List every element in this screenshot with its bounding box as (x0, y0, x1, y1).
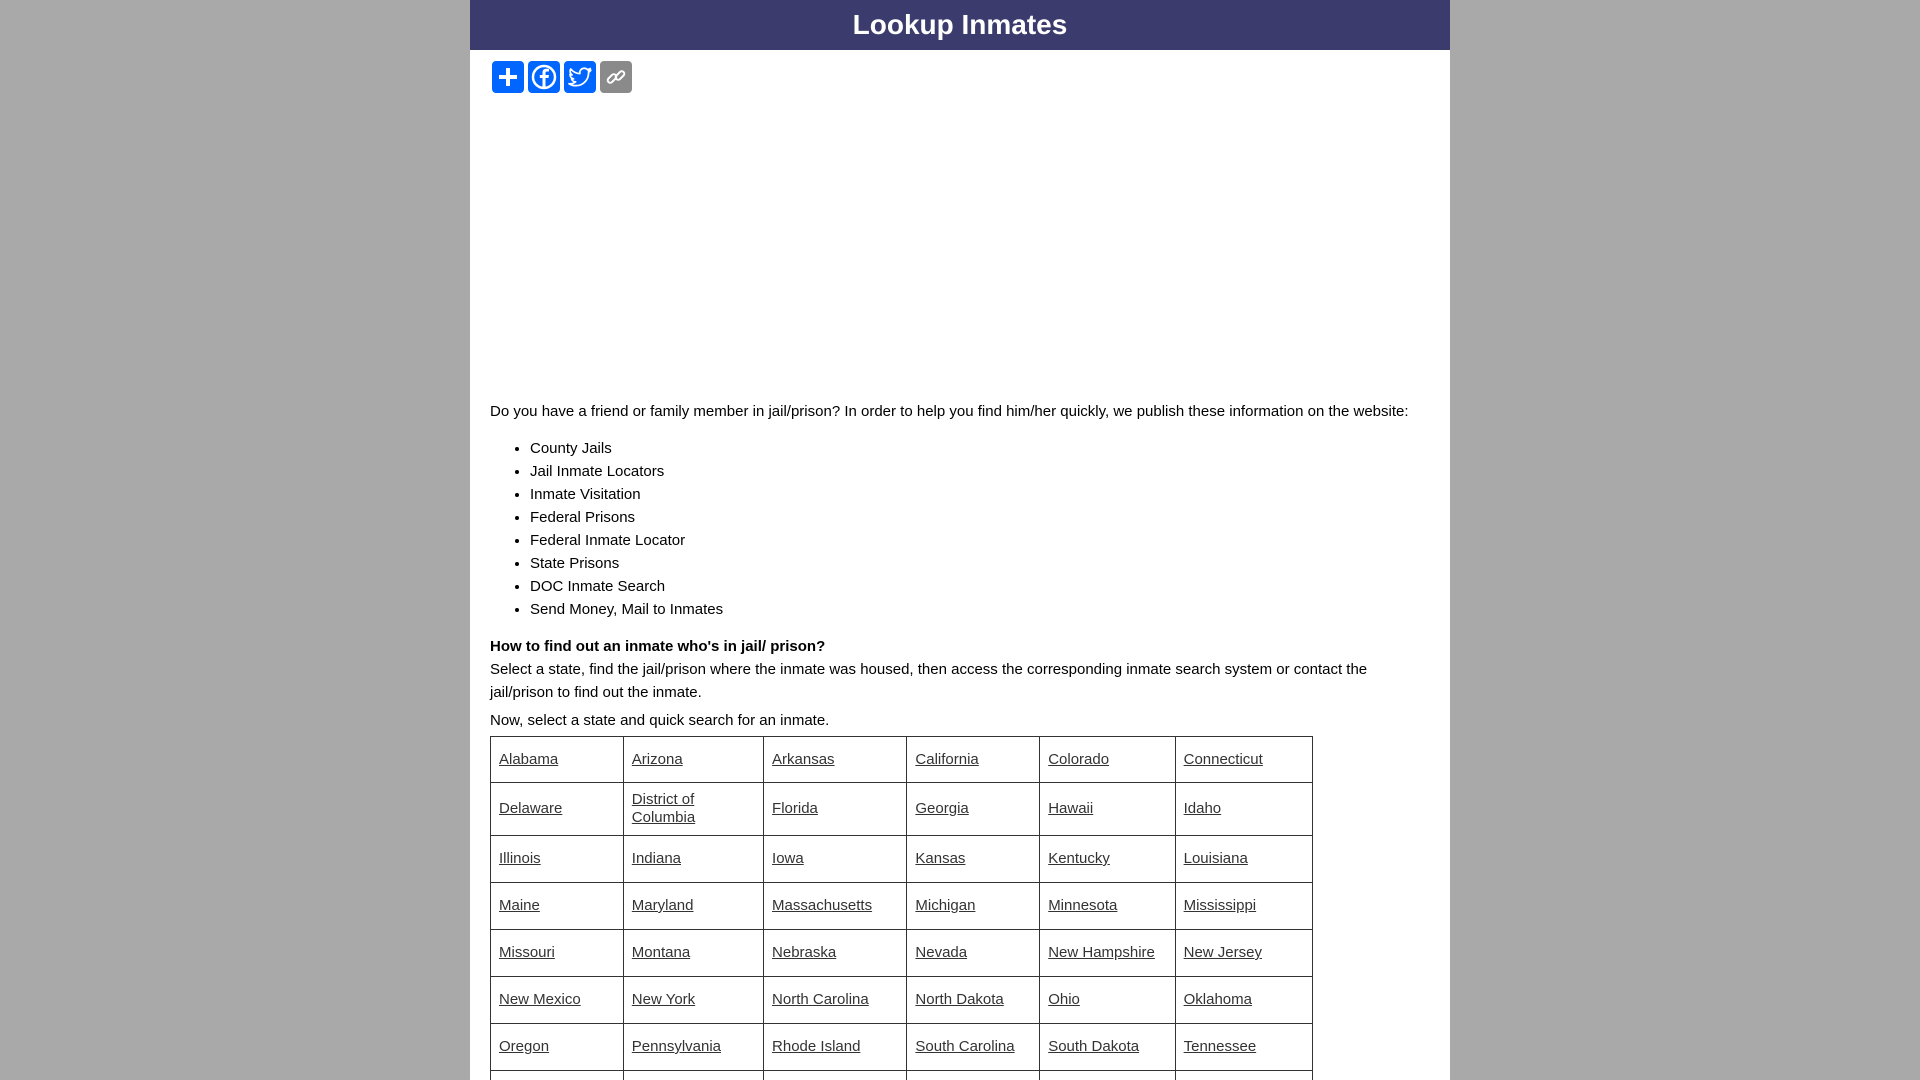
table-cell (1040, 1024, 1175, 1071)
table-cell (623, 930, 763, 977)
table-cell (623, 836, 763, 883)
list-item: • Inmate Visitation (530, 483, 1430, 506)
state-link[interactable]: North Carolina (772, 991, 869, 1008)
table-cell (1040, 737, 1175, 783)
table-row (491, 977, 1313, 1024)
list-item: • Jail Inmate Locators (530, 460, 1430, 483)
state-link[interactable]: Nebraska (772, 944, 837, 961)
page-container (470, 0, 1450, 1080)
table-row (491, 1024, 1313, 1071)
state-link[interactable]: Arkansas (772, 750, 835, 768)
state-link[interactable]: Michigan (915, 897, 976, 914)
table-cell (764, 836, 907, 883)
table-cell (907, 783, 1040, 836)
state-link[interactable]: Nevada (915, 944, 968, 961)
list-item: • Federal Inmate Locator (530, 529, 1430, 552)
table-cell (491, 883, 624, 930)
table-cell (764, 977, 907, 1024)
table-cell (1175, 883, 1312, 930)
page-title: Lookup Inmates (852, 9, 1068, 40)
select-state-text: Now, select a state and quick search for an inmate. (490, 712, 830, 729)
table-cell (907, 836, 1040, 883)
table-cell (623, 1024, 763, 1071)
share-bar (492, 61, 632, 93)
howto-text: Select a state, find the jail/prison where the inmate was housed, then access the corresponding inmate search system or contact the jail/prison to find out the inmate. (490, 661, 1368, 701)
state-link[interactable]: Minnesota (1048, 897, 1118, 914)
state-link[interactable]: Montana (631, 944, 691, 961)
state-link[interactable]: Maryland (631, 897, 694, 914)
state-link[interactable]: Missouri (499, 944, 555, 961)
intro-text: Do you have a friend or family member in jail/prison? In order to help you find him/her quickly, we publish these information on the website: (490, 403, 1409, 420)
table-cell (764, 783, 907, 836)
table-cell (907, 977, 1040, 1024)
state-link[interactable]: Kansas (915, 850, 966, 867)
twitter-share-button[interactable] (564, 61, 596, 93)
state-link[interactable]: Illinois (499, 850, 541, 867)
main-content (490, 400, 1430, 1080)
state-link[interactable]: Connecticut (1183, 750, 1263, 768)
table-cell (764, 1071, 907, 1080)
list-item: • DOC Inmate Search (530, 575, 1430, 598)
state-link[interactable]: Iowa (772, 850, 804, 867)
table-cell (1175, 930, 1312, 977)
state-link[interactable]: Kentucky (1048, 850, 1110, 867)
howto-heading: How to find out an inmate who's in jail/ prison? (490, 638, 826, 655)
table-cell (764, 737, 907, 783)
state-link[interactable]: Tennessee (1183, 1038, 1257, 1055)
table-cell (491, 783, 624, 836)
table-cell (1040, 1071, 1175, 1080)
services-list (490, 437, 1430, 621)
list-item: • Send Money, Mail to Inmates (530, 598, 1430, 621)
table-cell (907, 737, 1040, 783)
state-link[interactable]: Georgia (915, 800, 969, 817)
state-link[interactable]: New York (631, 991, 696, 1008)
state-link[interactable]: South Carolina (915, 1038, 1015, 1055)
table-cell (1175, 783, 1312, 836)
table-cell (1040, 783, 1175, 836)
table-cell (491, 1024, 624, 1071)
state-link[interactable]: Oklahoma (1183, 991, 1252, 1008)
table-row (491, 737, 1313, 783)
state-link[interactable]: New Mexico (499, 991, 581, 1008)
table-row (491, 783, 1313, 836)
state-link[interactable]: Arizona (631, 750, 683, 768)
state-link[interactable]: Ohio (1048, 991, 1080, 1008)
state-link[interactable]: Alabama (499, 750, 559, 768)
table-cell (491, 930, 624, 977)
state-link[interactable]: Florida (772, 800, 818, 817)
state-link[interactable]: North Dakota (915, 991, 1004, 1008)
state-link[interactable]: District of Columbia (631, 791, 696, 826)
state-link[interactable]: Colorado (1048, 750, 1110, 768)
state-link[interactable]: Massachusetts (772, 897, 873, 914)
states-table (490, 736, 1313, 1080)
state-link[interactable]: Indiana (631, 850, 682, 867)
table-row (491, 883, 1313, 930)
state-link[interactable]: South Dakota (1048, 1038, 1140, 1055)
table-cell (623, 883, 763, 930)
share-add-button[interactable] (492, 61, 524, 93)
facebook-share-button[interactable] (528, 61, 560, 93)
table-cell (491, 1071, 624, 1080)
state-link[interactable]: New Jersey (1183, 944, 1262, 961)
table-cell (907, 1071, 1040, 1080)
list-item: • State Prisons (530, 552, 1430, 575)
table-cell (764, 883, 907, 930)
copy-link-icon (604, 65, 628, 89)
state-link[interactable]: Mississippi (1183, 897, 1257, 914)
table-row (491, 836, 1313, 883)
table-cell (1175, 1071, 1312, 1080)
list-item: • County Jails (530, 437, 1430, 460)
table-row (491, 930, 1313, 977)
list-item: • Federal Prisons (530, 506, 1430, 529)
state-link[interactable]: Oregon (499, 1038, 550, 1055)
table-cell (907, 1024, 1040, 1071)
table-cell (491, 836, 624, 883)
table-cell (1175, 737, 1312, 783)
site-header (470, 0, 1450, 50)
table-cell (1040, 883, 1175, 930)
table-cell (764, 1024, 907, 1071)
table-cell (907, 930, 1040, 977)
facebook-icon (531, 64, 557, 90)
table-cell (1040, 930, 1175, 977)
copy-link-button[interactable] (600, 61, 632, 93)
state-link[interactable]: Maine (499, 897, 540, 914)
table-cell (623, 1071, 763, 1080)
table-cell (1040, 836, 1175, 883)
share-add-icon (497, 66, 519, 88)
table-cell (623, 783, 763, 836)
table-cell (491, 737, 624, 783)
table-cell (907, 883, 1040, 930)
twitter-icon (567, 64, 593, 90)
table-cell (623, 737, 763, 783)
state-link[interactable]: Louisiana (1183, 850, 1248, 867)
table-cell (1175, 977, 1312, 1024)
table-cell (764, 930, 907, 977)
table-cell (1175, 1024, 1312, 1071)
table-cell (1175, 836, 1312, 883)
state-link[interactable]: Idaho (1183, 800, 1222, 817)
state-link[interactable]: Pennsylvania (631, 1038, 722, 1055)
state-link[interactable]: Delaware (499, 800, 563, 817)
table-cell (491, 977, 624, 1024)
state-link[interactable]: Rhode Island (772, 1038, 861, 1055)
table-row (491, 1071, 1313, 1080)
state-link[interactable]: California (915, 750, 979, 768)
table-cell (623, 977, 763, 1024)
state-link[interactable]: New Hampshire (1048, 944, 1155, 961)
table-cell (1040, 977, 1175, 1024)
state-link[interactable]: Hawaii (1048, 800, 1094, 817)
